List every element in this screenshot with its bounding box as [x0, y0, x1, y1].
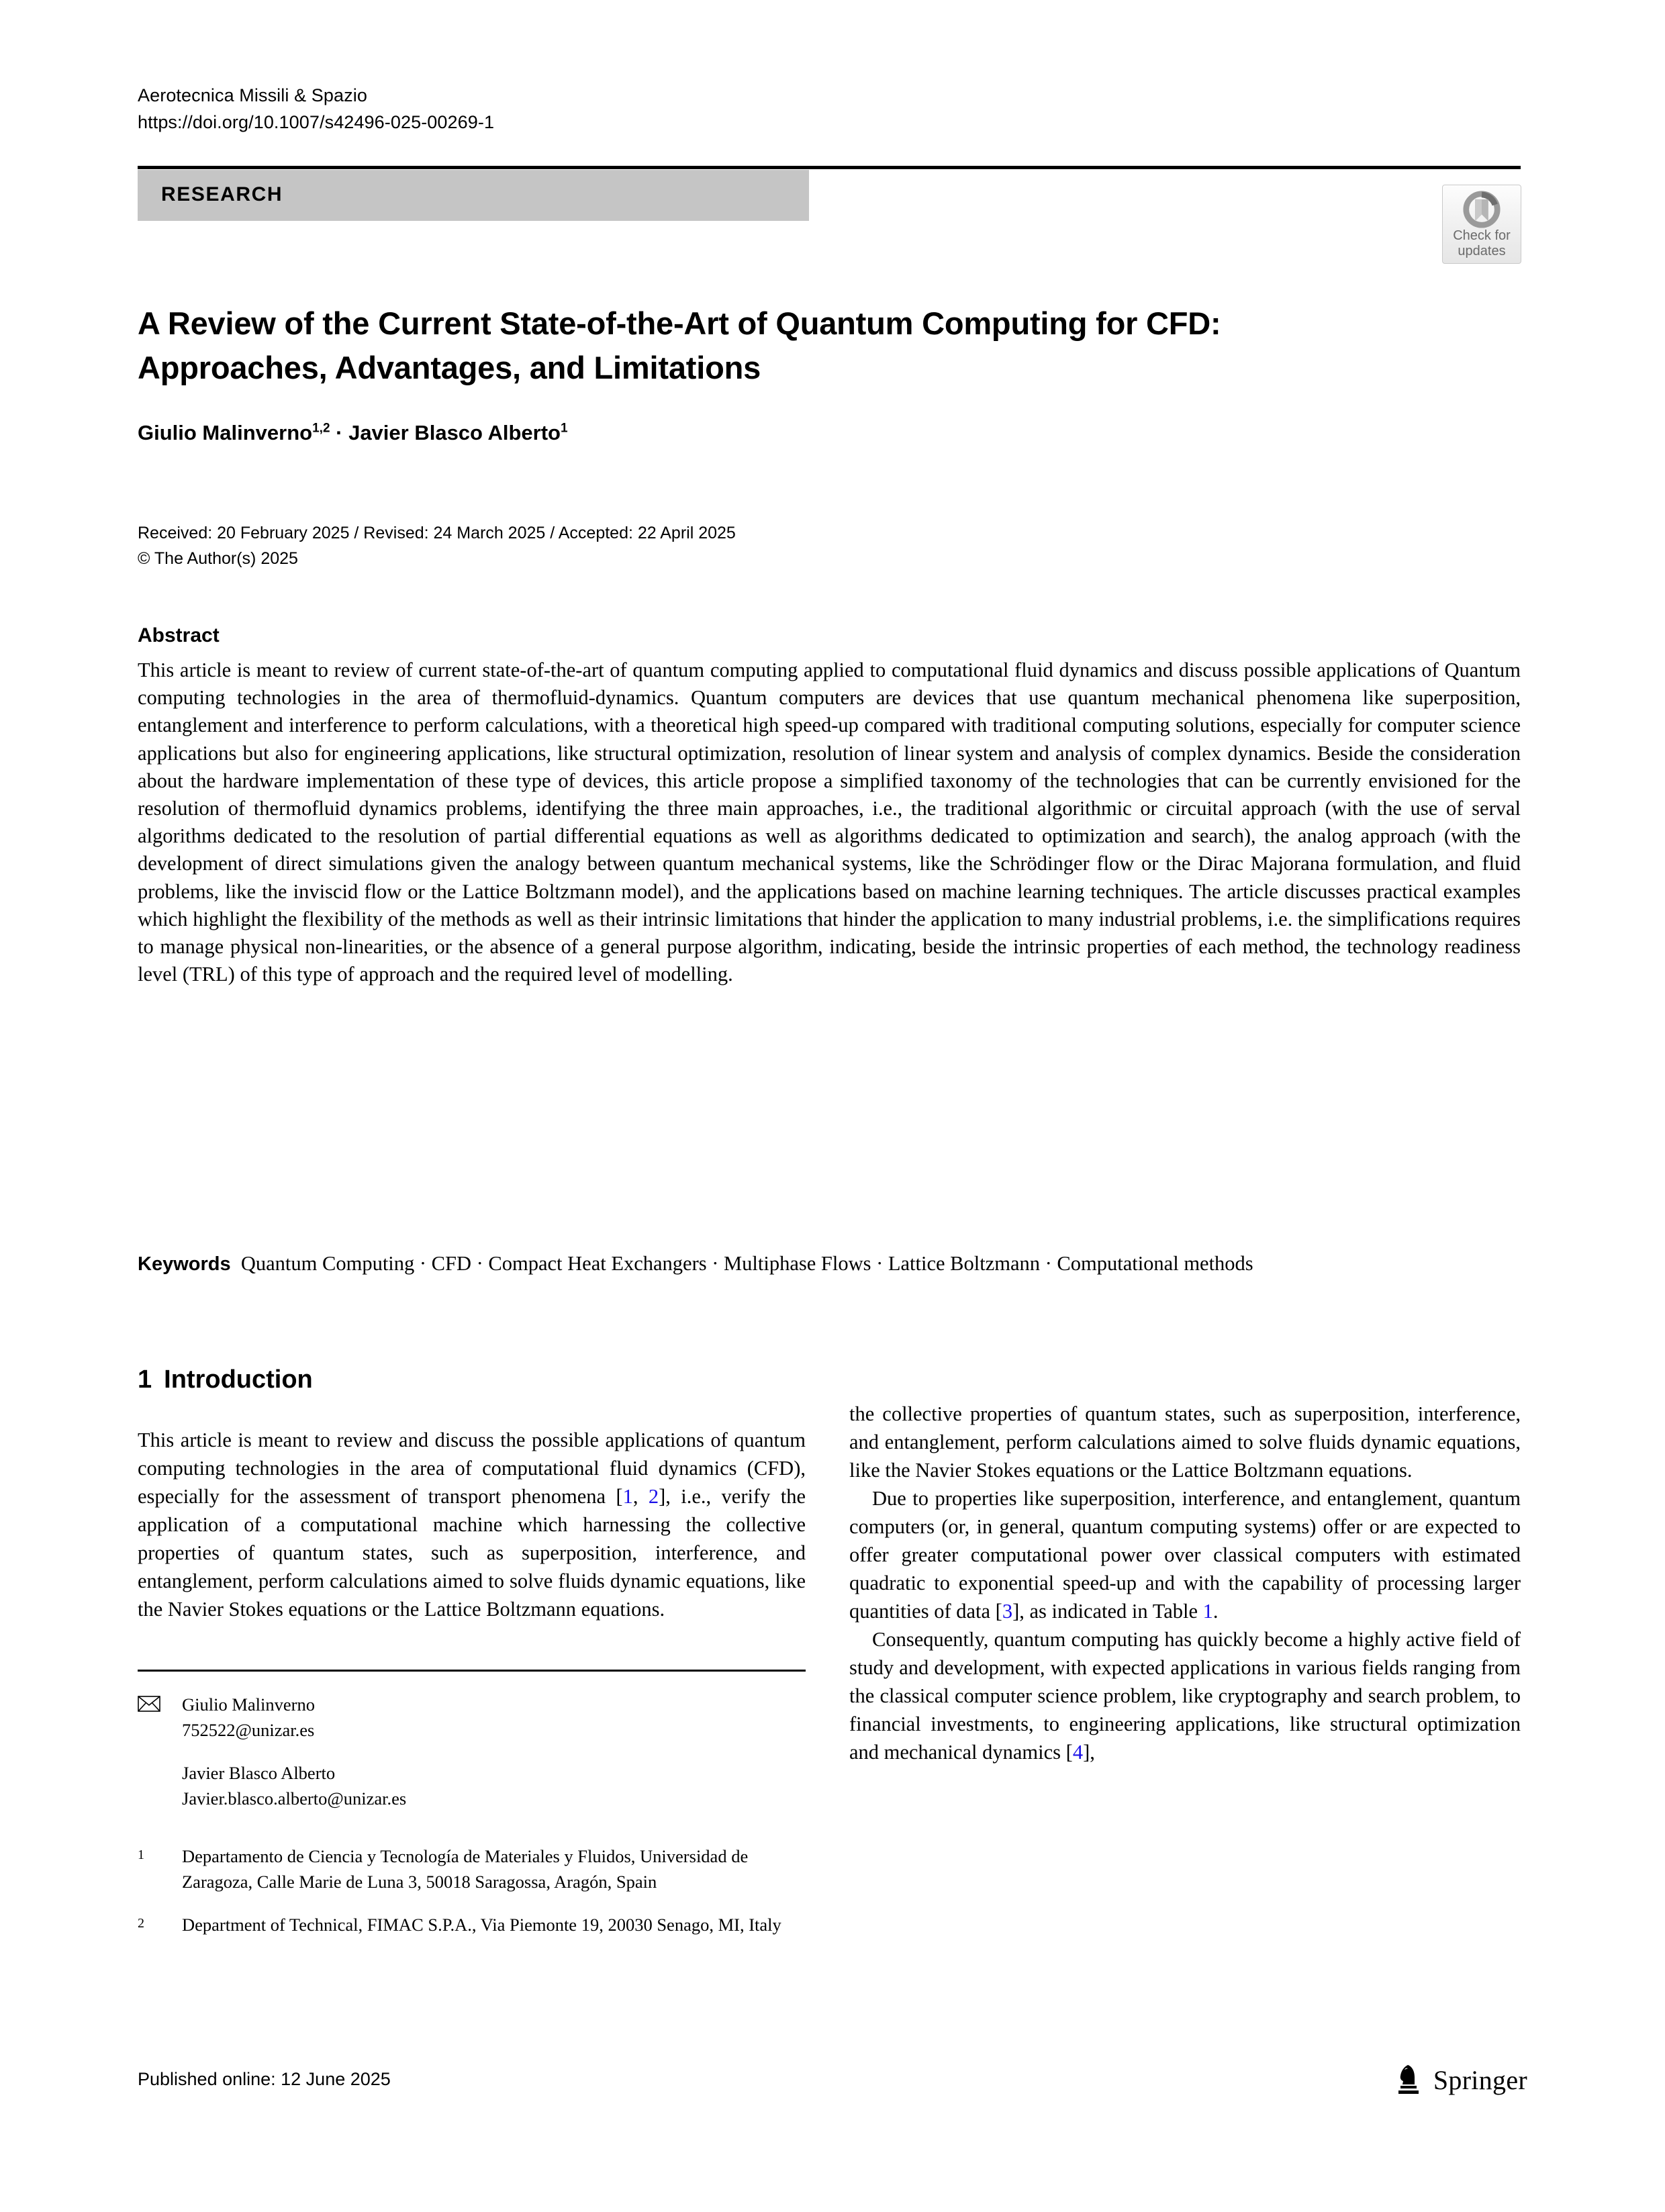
crossmark-label-line2: updates: [1458, 244, 1506, 258]
coauthor-contact-block: [138, 1760, 809, 1811]
crossmark-label-line1: Check for: [1453, 228, 1511, 243]
corresponding-author-block: [138, 1692, 809, 1743]
intro-p2-part-a: Due to properties like superposition, interference, and entanglement, quantum computers (or, in general, quantum computing systems) offer or are expected to offer greater computational power over classical computers with estimated quadratic to exponential speed-up and with the capability of processing larger quantities of data [: [849, 1487, 1521, 1623]
citation-ref-3[interactable]: 3: [1002, 1600, 1013, 1623]
citation-ref-4[interactable]: 4: [1072, 1741, 1084, 1764]
author-name-1: Giulio Malinverno: [138, 421, 313, 444]
doi-link[interactable]: https://doi.org/10.1007/s42496-025-00269-1: [138, 112, 495, 132]
crossmark-label: [1443, 228, 1521, 259]
published-online-date: Published online: 12 June 2025: [138, 2069, 391, 2089]
intro-p3-part-b: ],: [1083, 1741, 1095, 1764]
footnote-divider: [138, 1670, 806, 1672]
envelope-icon-glyph: [138, 1696, 160, 1712]
author-affiliation-marker-1: 1,2: [312, 421, 330, 436]
table-ref-1[interactable]: 1: [1202, 1600, 1213, 1623]
keywords-label: Keywords: [138, 1253, 231, 1275]
publication-dates: [138, 520, 1413, 571]
affiliation-1: [138, 1843, 809, 1894]
copyright-line: © The Author(s) 2025: [138, 549, 298, 568]
intro-p1-part-a: This article is meant to review and discuss the possible applications of quantum computing technologies in the area of computational fluid dynamics (CFD), especially for the assessment of transport phenomena [: [138, 1429, 806, 1508]
intro-p3-part-a: Consequently, quantum computing has quickly become a highly active field of study and development, with expected applications in various fields ranging from the classical computer science problem, like cryptography and search problem, to financial investments, to engineering applications, like structural optimization and mechanical dynamics [: [849, 1628, 1521, 1764]
header-divider: [138, 166, 1521, 169]
correspondence-and-affiliations: [138, 1692, 809, 1955]
affiliation-2: [138, 1912, 809, 1937]
intro-p1-comma: ,: [632, 1485, 649, 1508]
publisher-logo: [1394, 2062, 1527, 2097]
affiliation-text-1: Departamento de Ciencia y Tecnología de Materiales y Fluidos, Universidad de Zaragoza, Calle Marie de Luna 3, 50018 Saragossa, Aragón, Spain: [182, 1846, 749, 1892]
intro-paragraph-2: [849, 1484, 1521, 1625]
journal-header: [138, 82, 1078, 136]
intro-p2-part-c: .: [1212, 1600, 1219, 1623]
spacer: [138, 1829, 809, 1843]
section-title: Introduction: [164, 1365, 313, 1394]
envelope-icon: [138, 1692, 173, 1717]
affiliation-marker-2: 2: [138, 1916, 144, 1931]
affiliation-text-2: Department of Technical, FIMAC S.P.A., Via Piemonte 19, 20030 Senago, MI, Italy: [182, 1915, 781, 1935]
affiliation-marker-1: 1: [138, 1847, 144, 1862]
abstract-heading: Abstract: [138, 624, 220, 646]
intro-paragraph-1: [138, 1426, 806, 1623]
keywords-text: Quantum Computing · CFD · Compact Heat Exchangers · Multiphase Flows · Lattice Boltzmann · Computational methods: [240, 1252, 1253, 1275]
intro-p1-part-c: ], i.e., verify the application of a computational machine which harnessing the collective properties of quantum states, such as superposition, interference, and entanglement, perform calculations aimed to solve fluids dynamic equations, like the Navier Stokes equations or the Lattice Boltzmann equations.: [138, 1485, 806, 1621]
body-column-left: [138, 1363, 806, 1623]
corresponding-author-name: Giulio Malinverno: [182, 1694, 315, 1715]
citation-ref-1[interactable]: 1: [622, 1485, 633, 1508]
citation-ref-2[interactable]: 2: [648, 1485, 659, 1508]
author-name-2: Javier Blasco Alberto: [348, 421, 561, 444]
author-list: [138, 420, 1413, 446]
article-type-label: RESEARCH: [161, 183, 283, 205]
journal-name: Aerotecnica Missili & Spazio: [138, 85, 367, 105]
publisher-name: Springer: [1433, 2064, 1527, 2095]
section-heading-introduction: [138, 1363, 806, 1396]
author-affiliation-marker-2: 1: [560, 421, 568, 436]
keywords-block: [138, 1250, 1521, 1278]
body-column-right: [849, 1400, 1521, 1766]
check-for-updates-badge[interactable]: [1442, 185, 1521, 264]
coauthor-name: Javier Blasco Alberto: [182, 1763, 336, 1783]
received-revised-accepted: Received: 20 February 2025 / Revised: 24 March 2025 / Accepted: 22 April 2025: [138, 524, 736, 542]
intro-paragraph-1-continued: the collective properties of quantum states, such as superposition, interference, and entanglement, perform calculations aimed to solve fluids dynamic equations, like the Navier Stokes equations or the Lattice Boltzmann equations.: [849, 1402, 1521, 1482]
coauthor-email[interactable]: Javier.blasco.alberto@unizar.es: [182, 1788, 407, 1809]
article-type-banner: [138, 170, 809, 221]
intro-p2-part-b: ], as indicated in Table: [1012, 1600, 1203, 1623]
abstract-text: This article is meant to review of current state-of-the-art of quantum computing applied to computational fluid dynamics and discuss possible applications of Quantum computing technologies in the area of thermofluid-dynamics. Quantum computers are devices that use quantum mechanical phenomena like superposition, entanglement and interference to perform calculations, with a theoretical high speed-up compared with traditional computing solutions, especially for computer science applications but also for engineering applications, like structural optimization, resolution of linear system and analysis of complex dynamics. Beside the consideration about the hardware implementation of these type of devices, this article propose a simplified taxonomy of the technologies that can be currently envisioned for the resolution of thermofluid dynamics problems, identifying the three main approaches, i.e., the traditional algorithmic or circuital approach (with the use of serval algorithms dedicated to the resolution of partial differential equations as well as algorithms dedicated to optimization and search), the analog approach (with the development of direct simulations given the analogy between quantum mechanical systems, like the Schrödinger flow or the Dirac Majorana formulation, and fluid problems, like the inviscid flow or the Lattice Boltzmann model), and the applications based on machine learning techniques. The article discusses practical examples which highlight the flexibility of the methods as well as their intrinsic limitations that hinder the application to many industrial problems, i.e. the simplifications requires to manage physical non-linearities, or the absence of a general purpose algorithm, indicating, beside the intrinsic properties of each method, the technology readiness level (TRL) of this type of approach and the required level of modelling.: [138, 659, 1521, 986]
springer-knight-icon: [1394, 2062, 1424, 2097]
crossmark-icon: [1462, 190, 1501, 229]
section-number: 1: [138, 1365, 152, 1394]
corresponding-author-email[interactable]: 752522@unizar.es: [182, 1720, 315, 1740]
author-separator: ·: [330, 421, 349, 444]
intro-paragraph-3: [849, 1625, 1521, 1766]
page-title: A Review of the Current State-of-the-Art of Quantum Computing for CFD: Approaches, Advantages, and Limitations: [138, 305, 1221, 386]
